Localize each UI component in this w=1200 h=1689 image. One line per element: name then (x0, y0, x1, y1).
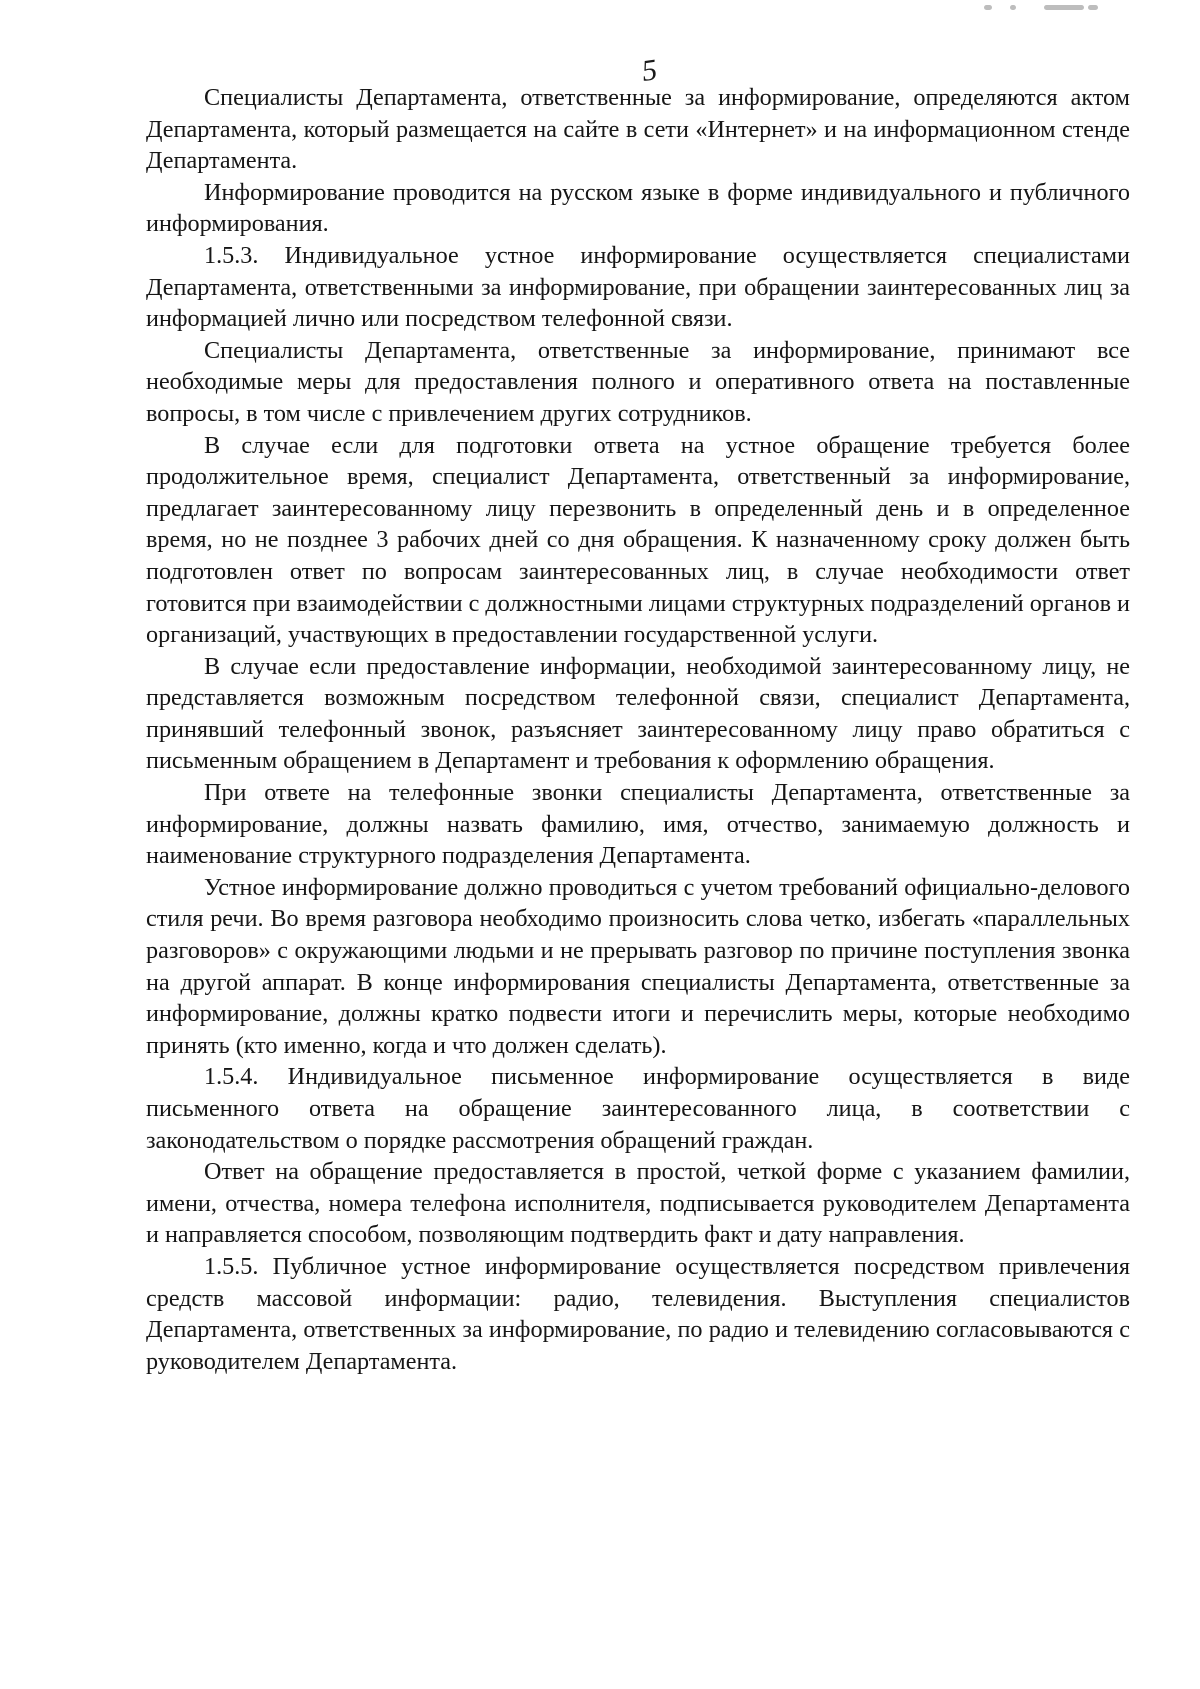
paragraph-2: Информирование проводится на русском языке в форме индивидуального и публичного информирования. (146, 178, 1130, 238)
paragraph-9: 1.5.4. Индивидуальное письменное информирование осуществляется в виде письменного ответа на обращение заинтересованного лица, в соответствии с законодательством о порядке рассмотрения обращений граждан. (146, 1063, 1130, 1154)
scan-artifact (984, 2, 1104, 12)
paragraph-7: При ответе на телефонные звонки специалисты Департамента, ответственные за информирование, должны назвать фамилию, имя, отчество, занимаемую должность и наименование структурного подразделения Департамента. (146, 779, 1130, 870)
paragraph-6: В случае если предоставление информации, необходимой заинтересованному лицу, не представляется возможным посредством телефонной связи, специалист Департамента, принявший телефонный звонок, разъясняет заинтересованному лицу право обратиться с письменным обращением в Департамент и требования к оформлению обращения. (146, 652, 1130, 775)
paragraph-1: Специалисты Департамента, ответственные за информирование, определяются актом Департамента, который размещается на сайте в сети «Интернет» и на информационном стенде Департамента. (146, 84, 1130, 175)
paragraph-8: Устное информирование должно проводиться с учетом требований официально-делового стиля речи. Во время разговора необходимо произносить слова четко, избегать «параллельных разговоров» с окружающими людьми и не прерывать разговор по причине поступления звонка на другой аппарат. В конце информирования специалисты Департамента, ответственные за информирование, должны кратко подвести итоги и перечислить меры, которые необходимо принять (кто именно, когда и что должен сделать). (146, 873, 1130, 1059)
paragraph-4: Специалисты Департамента, ответственные за информирование, принимают все необходимые меры для предоставления полного и оперативного ответа на поставленные вопросы, в том числе с привлечением других сотрудников. (146, 336, 1130, 427)
paragraph-11: 1.5.5. Публичное устное информирование осуществляется посредством привлечения средств массовой информации: радио, телевидения. Выступления специалистов Департамента, ответственных за информирование, по радио и телевидению согласовываются с руководителем Департамента. (146, 1252, 1130, 1375)
paragraph-3: 1.5.3. Индивидуальное устное информирование осуществляется специалистами Департамента, ответственными за информирование, при обращении заинтересованных лиц за информацией лично или посредством телефонной связи. (146, 241, 1130, 333)
paragraph-10: Ответ на обращение предоставляется в простой, четкой форме с указанием фамилии, имени, отчества, номера телефона исполнителя, подписывается руководителем Департамента и направляется способом, позволяющим подтвердить факт и дату направления. (146, 1158, 1130, 1249)
paragraph-5: В случае если для подготовки ответа на устное обращение требуется более продолжительное время, специалист Департамента, ответственный за информирование, предлагает заинтересованному лицу перезвонить в определенный день и в определенное время, но не позднее 3 рабочих дней со дня обращения. К назначенному сроку должен быть подготовлен ответ по вопросам заинтересованных лиц, в случае необходимости ответ готовится при взаимодействии с должностными лицами структурных подразделений органов и организаций, участвующих в предоставлении государственной услуги. (146, 431, 1130, 649)
document-text (146, 82, 1130, 1377)
page-number: 5 (639, 53, 660, 88)
